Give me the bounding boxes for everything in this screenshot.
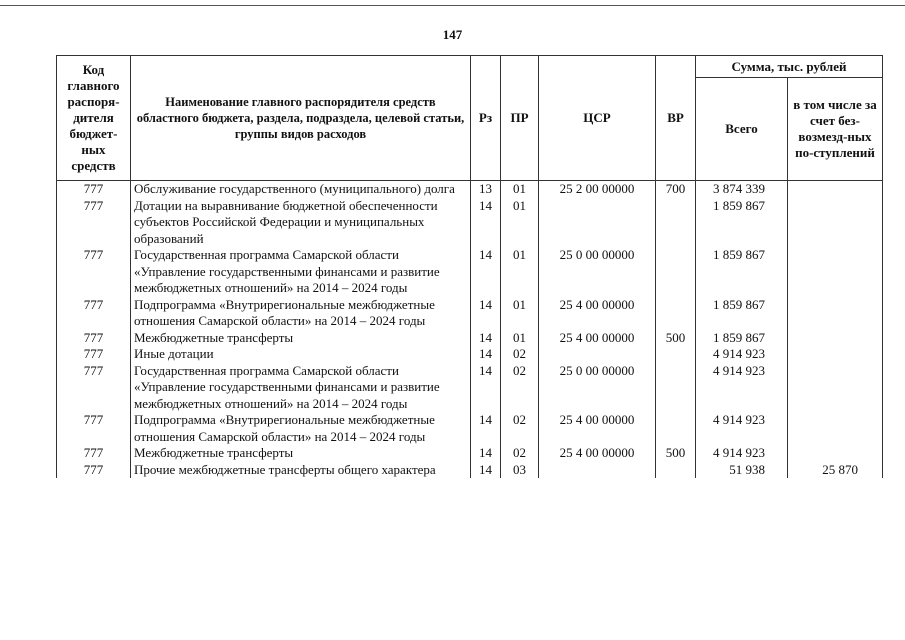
cell-pr: 02 — [501, 363, 539, 413]
cell-total: 1 859 867 — [696, 247, 788, 297]
cell-code: 777 — [57, 330, 131, 347]
cell-pr: 01 — [501, 247, 539, 297]
cell-vr — [656, 412, 696, 445]
cell-free — [788, 445, 883, 462]
cell-csr: 25 0 00 00000 — [539, 247, 656, 297]
cell-name: Государственная программа Самарской области «Управление государственными финансами и развитие межбюджетных отношений» на 2014 – 2024 годы — [131, 363, 471, 413]
cell-free — [788, 330, 883, 347]
cell-pr: 01 — [501, 330, 539, 347]
cell-code: 777 — [57, 247, 131, 297]
header-code: Код главного распоря-дителя бюджет-ных средств — [57, 56, 131, 181]
cell-name: Подпрограмма «Внутрирегиональные межбюджетные отношения Самарской области» на 2014 – 2024 годы — [131, 412, 471, 445]
cell-vr: 500 — [656, 330, 696, 347]
cell-code: 777 — [57, 198, 131, 248]
cell-name: Иные дотации — [131, 346, 471, 363]
cell-csr — [539, 346, 656, 363]
cell-name: Обслуживание государственного (муниципального) долга — [131, 181, 471, 198]
cell-pr: 01 — [501, 297, 539, 330]
cell-csr: 25 4 00 00000 — [539, 412, 656, 445]
cell-csr: 25 4 00 00000 — [539, 445, 656, 462]
table-row — [57, 297, 883, 330]
cell-pr: 01 — [501, 198, 539, 248]
cell-rz: 13 — [471, 181, 501, 198]
table-row — [57, 445, 883, 462]
cell-free — [788, 181, 883, 198]
table-row — [57, 247, 883, 297]
cell-free — [788, 247, 883, 297]
cell-vr — [656, 198, 696, 248]
cell-code: 777 — [57, 181, 131, 198]
cell-rz: 14 — [471, 445, 501, 462]
cell-code: 777 — [57, 363, 131, 413]
cell-rz: 14 — [471, 346, 501, 363]
cell-total: 4 914 923 — [696, 346, 788, 363]
table-row — [57, 346, 883, 363]
cell-rz: 14 — [471, 412, 501, 445]
cell-free — [788, 412, 883, 445]
table-row — [57, 181, 883, 198]
cell-rz: 14 — [471, 198, 501, 248]
cell-code: 777 — [57, 462, 131, 479]
budget-table — [56, 55, 883, 478]
cell-total: 4 914 923 — [696, 363, 788, 413]
cell-pr: 02 — [501, 445, 539, 462]
cell-total: 1 859 867 — [696, 330, 788, 347]
header-total: Всего — [696, 78, 788, 181]
header-rz: Рз — [471, 56, 501, 181]
header-csr: ЦСР — [539, 56, 656, 181]
header-name: Наименование главного распорядителя средств областного бюджета, раздела, подраздела, целевой статьи, группы видов расходов — [131, 56, 471, 181]
cell-total: 51 938 — [696, 462, 788, 479]
cell-pr: 03 — [501, 462, 539, 479]
header-sum: Сумма, тыс. рублей — [696, 56, 883, 78]
header-pr: ПР — [501, 56, 539, 181]
cell-vr: 500 — [656, 445, 696, 462]
cell-total: 4 914 923 — [696, 445, 788, 462]
cell-name: Прочие межбюджетные трансферты общего характера — [131, 462, 471, 479]
cell-name: Государственная программа Самарской области «Управление государственными финансами и развитие межбюджетных отношений» на 2014 – 2024 годы — [131, 247, 471, 297]
cell-free — [788, 346, 883, 363]
page-number: 147 — [442, 27, 463, 42]
cell-free — [788, 198, 883, 248]
cell-name: Дотации на выравнивание бюджетной обеспеченности субъектов Российской Федерации и муниципальных образований — [131, 198, 471, 248]
cell-code: 777 — [57, 445, 131, 462]
cell-vr — [656, 297, 696, 330]
cell-name: Межбюджетные трансферты — [131, 330, 471, 347]
cell-csr: 25 4 00 00000 — [539, 330, 656, 347]
table-row — [57, 330, 883, 347]
cell-vr — [656, 363, 696, 413]
cell-code: 777 — [57, 297, 131, 330]
cell-name: Межбюджетные трансферты — [131, 445, 471, 462]
cell-name: Подпрограмма «Внутрирегиональные межбюджетные отношения Самарской области» на 2014 – 2024 годы — [131, 297, 471, 330]
table-row — [57, 462, 883, 479]
cell-total: 3 874 339 — [696, 181, 788, 198]
cell-total: 1 859 867 — [696, 198, 788, 248]
cell-rz: 14 — [471, 297, 501, 330]
cell-csr: 25 2 00 00000 — [539, 181, 656, 198]
cell-pr: 01 — [501, 181, 539, 198]
cell-code: 777 — [57, 346, 131, 363]
header-free: в том числе за счет без-возмезд-ных по-ступлений — [788, 78, 883, 181]
cell-csr — [539, 462, 656, 479]
cell-rz: 14 — [471, 247, 501, 297]
cell-total: 1 859 867 — [696, 297, 788, 330]
cell-csr — [539, 198, 656, 248]
cell-vr: 700 — [656, 181, 696, 198]
table-row — [57, 198, 883, 248]
table-row — [57, 412, 883, 445]
cell-code: 777 — [57, 412, 131, 445]
table-row — [57, 363, 883, 413]
cell-vr — [656, 247, 696, 297]
cell-vr — [656, 462, 696, 479]
cell-free — [788, 363, 883, 413]
cell-free: 25 870 — [788, 462, 883, 479]
top-rule — [0, 5, 905, 6]
cell-rz: 14 — [471, 330, 501, 347]
cell-pr: 02 — [501, 346, 539, 363]
cell-rz: 14 — [471, 462, 501, 479]
cell-csr: 25 0 00 00000 — [539, 363, 656, 413]
cell-csr: 25 4 00 00000 — [539, 297, 656, 330]
cell-total: 4 914 923 — [696, 412, 788, 445]
cell-free — [788, 297, 883, 330]
cell-vr — [656, 346, 696, 363]
cell-pr: 02 — [501, 412, 539, 445]
header-vr: ВР — [656, 56, 696, 181]
cell-rz: 14 — [471, 363, 501, 413]
